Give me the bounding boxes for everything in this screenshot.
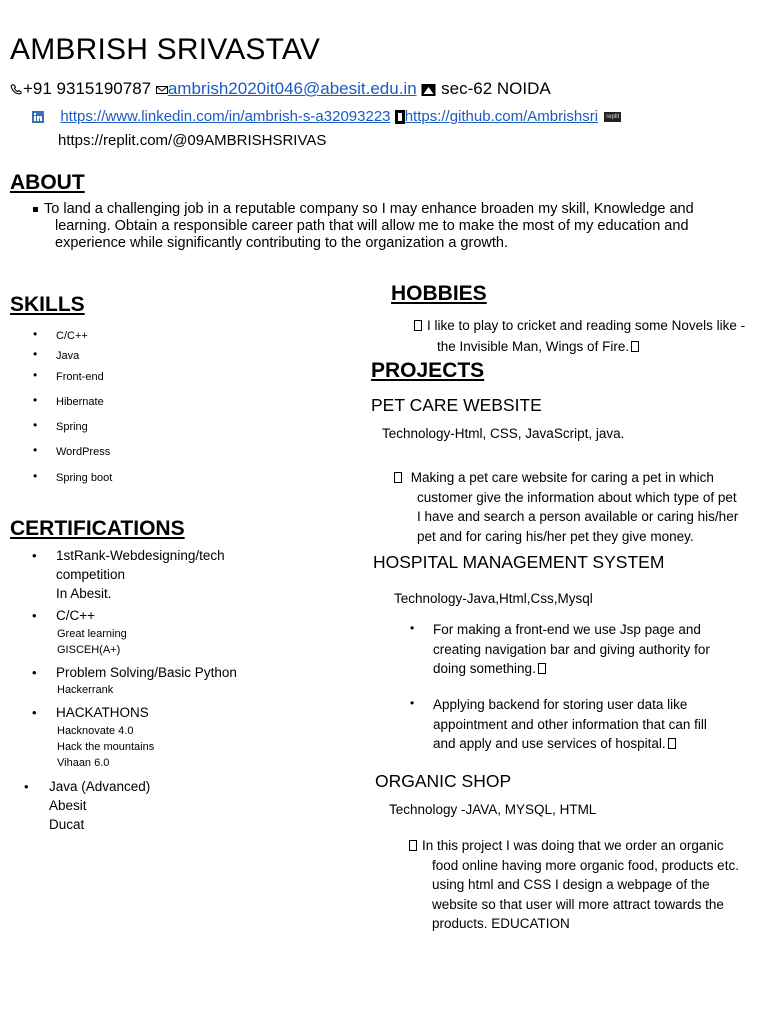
bullet-icon: • — [33, 393, 38, 407]
location-icon — [421, 84, 436, 96]
skills-heading: SKILLS — [10, 293, 85, 316]
cert-1-line-3: In Abesit. — [56, 586, 112, 601]
project-2-b2-line-3: and apply and use services of hospital. — [433, 734, 748, 754]
cert-5-item-1: Abesit — [49, 798, 87, 813]
project-3-line-2: food online having more organic food, products etc. — [432, 857, 739, 873]
candidate-name: AMBRISH SRIVASTAV — [10, 33, 321, 66]
profile-links — [32, 108, 621, 125]
cert-2-grade: GISCEH(A+) — [57, 644, 121, 656]
project-1-desc — [394, 468, 758, 546]
checkbox-glyph-icon — [631, 341, 639, 352]
project-2-bullet-1 — [433, 620, 748, 679]
linkedin-icon — [32, 111, 44, 123]
project-2-b1-line-3: doing something. — [433, 659, 748, 679]
bullet-icon: • — [33, 347, 38, 361]
bullet-icon: • — [24, 779, 29, 794]
project-3-line-5: products. EDUCATION — [432, 916, 570, 931]
project-2-b2-line-2: appointment and other information that can fill — [433, 716, 707, 732]
project-3-desc — [409, 836, 759, 934]
hobbies-heading: HOBBIES — [391, 282, 487, 305]
checkbox-glyph-icon — [414, 320, 422, 331]
project-3-line-4: website so that user will more attract towards the — [432, 896, 724, 912]
project-3-title: ORGANIC SHOP — [375, 771, 512, 791]
cert-4-item-3: Vihaan 6.0 — [57, 757, 110, 769]
hobbies-line-1: I like to play to cricket and reading some Novels like - — [414, 318, 745, 333]
bullet-icon: • — [32, 705, 37, 720]
cert-1-line-1: 1stRank-Webdesigning/tech — [56, 548, 225, 563]
bullet-icon: • — [33, 469, 38, 483]
checkbox-glyph-icon — [668, 738, 676, 749]
skill-item: Hibernate — [56, 396, 104, 408]
project-1-line-1: Making a pet care website for caring a pet in which — [394, 468, 758, 488]
project-3-line-3: using html and CSS I design a webpage of the — [432, 877, 710, 892]
replit-icon: replit — [606, 114, 620, 121]
certifications-heading: CERTIFICATIONS — [10, 517, 185, 540]
checkbox-glyph-icon — [394, 472, 402, 483]
phone-number: +91 9315190787 — [23, 79, 152, 98]
project-2-title: HOSPITAL MANAGEMENT SYSTEM — [373, 552, 665, 572]
checkbox-glyph-icon — [538, 663, 546, 674]
cert-4-item-1: Hacknovate 4.0 — [57, 725, 134, 737]
cert-2-title: C/C++ — [56, 608, 96, 623]
project-1-line-3: I have and search a person available or caring his/her — [417, 509, 739, 524]
bullet-square-icon — [33, 207, 38, 212]
mail-icon — [156, 85, 168, 95]
bullet-icon: • — [33, 418, 38, 432]
project-2-b1-line-2: creating navigation bar and giving authority for — [433, 641, 710, 657]
skill-item: C/C++ — [56, 330, 88, 342]
bullet-icon: • — [32, 548, 37, 563]
about-heading: ABOUT — [10, 171, 85, 194]
skill-item: WordPress — [56, 446, 111, 458]
bullet-icon: • — [33, 368, 38, 382]
project-2-tech: Technology-Java,Html,Css,Mysql — [394, 591, 593, 606]
skill-item: Java — [56, 350, 80, 362]
bullet-icon: • — [410, 621, 415, 635]
github-link[interactable]: https://github.com/Ambrishsri — [404, 108, 599, 125]
about-line-2: learning. Obtain a responsible career path that will allow me to make the most of my education and — [55, 218, 689, 234]
project-1-title: PET CARE WEBSITE — [371, 395, 542, 415]
cert-2-issuer: Great learning — [57, 628, 127, 640]
projects-heading: PROJECTS — [371, 359, 485, 382]
checkbox-glyph-icon — [409, 840, 417, 851]
contact-line — [10, 79, 551, 99]
cert-4-title: HACKATHONS — [56, 705, 149, 720]
cert-4-item-2: Hack the mountains — [57, 741, 155, 753]
project-3-tech: Technology -JAVA, MYSQL, HTML — [389, 802, 597, 817]
skill-item: Spring — [56, 421, 88, 433]
email-link[interactable]: ambrish2020it046@abesit.edu.in — [167, 79, 417, 98]
replit-link[interactable]: https://replit.com/@09AMBRISHSRIVAS — [58, 132, 327, 149]
project-3-line-1: In this project I was doing that we order an organic — [409, 836, 759, 856]
cert-5-item-2: Ducat — [49, 817, 85, 832]
cert-3-issuer: Hackerrank — [57, 684, 114, 696]
cert-5-title: Java (Advanced) — [49, 779, 151, 794]
project-2-b1-line-1: For making a front-end we use Jsp page and — [433, 622, 701, 637]
project-2-b2-line-1: Applying backend for storing user data like — [433, 697, 688, 712]
about-line-1: To land a challenging job in a reputable company so I may enhance broaden my skill, Knowledge and — [44, 201, 694, 217]
cert-1-line-2: competition — [56, 567, 126, 582]
project-2-bullet-2 — [433, 695, 748, 754]
linkedin-link[interactable]: https://www.linkedin.com/in/ambrish-s-a32093223 — [60, 108, 391, 125]
about-text — [44, 201, 754, 252]
about-line-3: experience while significantly contributing to the organization a growth. — [55, 235, 508, 251]
skill-item: Front-end — [56, 371, 104, 383]
phone-icon — [10, 84, 23, 95]
project-1-line-2: customer give the information about which type of pet — [417, 489, 737, 505]
bullet-icon: • — [33, 327, 38, 341]
project-1-line-4: pet and for caring his/her pet they give money. — [417, 528, 694, 544]
bullet-icon: • — [32, 665, 37, 680]
project-1-tech: Technology-Html, CSS, JavaScript, java. — [382, 426, 625, 441]
cert-3-title: Problem Solving/Basic Python — [56, 665, 237, 680]
bullet-icon: • — [410, 696, 415, 710]
bullet-icon: • — [33, 443, 38, 457]
github-icon — [395, 110, 405, 124]
location-text: sec-62 NOIDA — [441, 79, 551, 98]
skill-item: Spring boot — [56, 472, 113, 484]
hobbies-line-2: the Invisible Man, Wings of Fire. — [437, 339, 639, 354]
bullet-icon: • — [32, 608, 37, 623]
